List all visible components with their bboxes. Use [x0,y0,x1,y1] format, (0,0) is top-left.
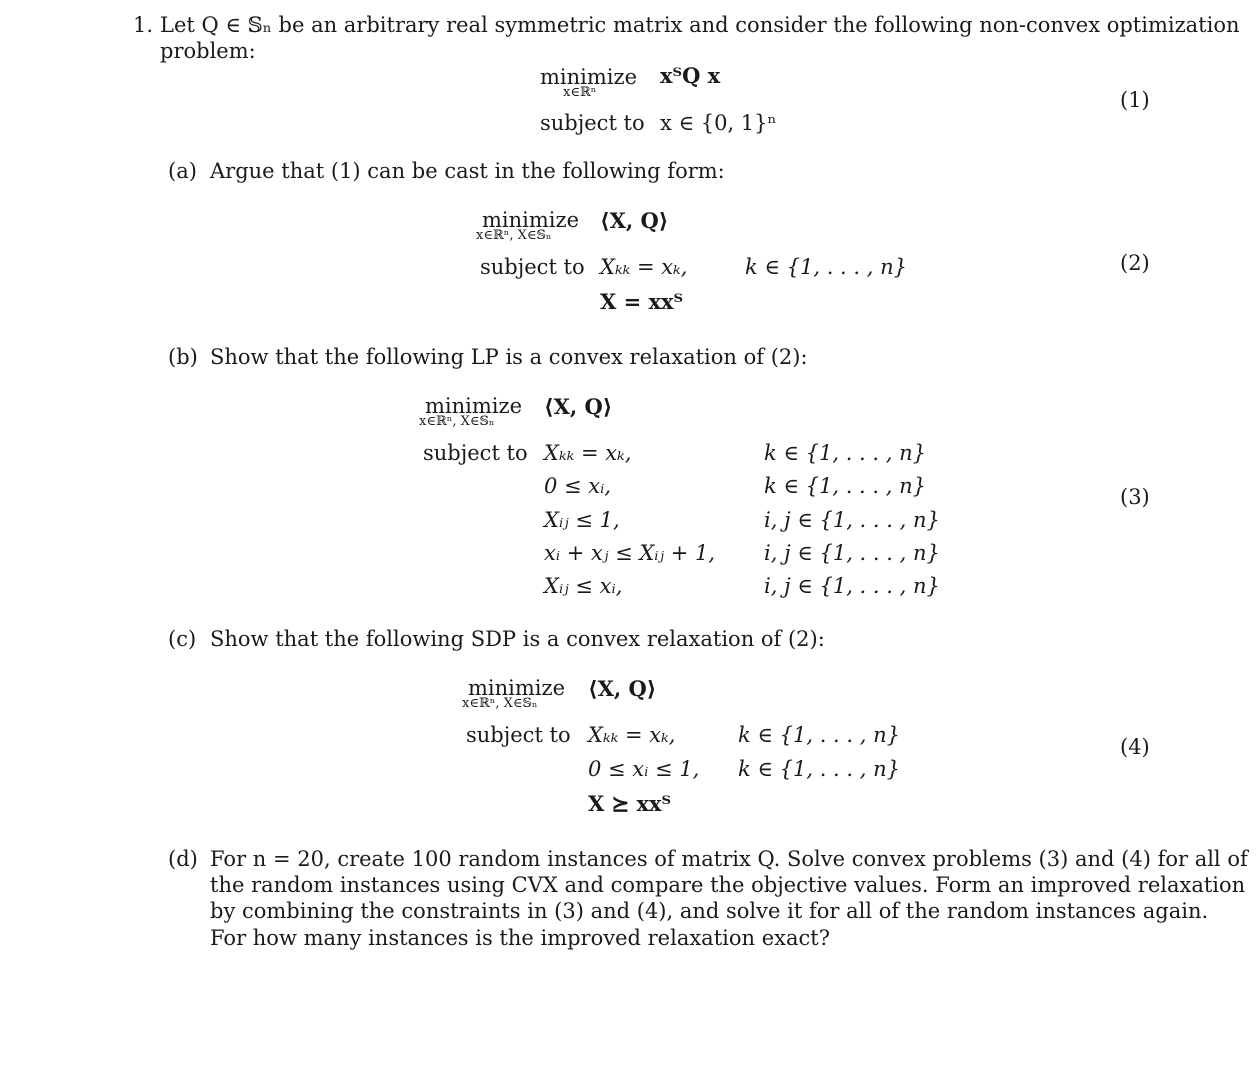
eq3-c2: 0 ≤ xᵢ, [544,474,612,498]
eq2-objective: ⟨X, Q⟩ [600,208,669,233]
eq4-subject-to: subject to [466,723,571,747]
part-a-label: (a) [168,159,197,183]
eq3-subject-to: subject to [423,441,528,465]
problem-intro-line1: Let Q ∈ 𝕊ₙ be an arbitrary real symmetric matrix and consider the following non-convex optimization [160,13,1240,37]
eq4-c2-range: k ∈ {1, . . . , n} [738,757,900,781]
eq4-c1-range: k ∈ {1, . . . , n} [738,723,900,747]
part-d-label: (d) [168,847,198,871]
eq2-minimize: minimize [482,208,579,232]
eq4-min-sub: x∈ℝⁿ, X∈𝕊ₙ [462,696,538,711]
eq4-minimize: minimize [468,676,565,700]
part-d-line3: by combining the constraints in (3) and (4), and solve it for all of the random instances again. [210,899,1209,923]
eq3-c4-range: i, j ∈ {1, . . . , n} [764,541,940,565]
eq4-objective: ⟨X, Q⟩ [588,676,657,701]
eq2-subject-to: subject to [480,255,585,279]
eq2-number: (2) [1120,251,1150,275]
eq3-c3: Xᵢⱼ ≤ 1, [544,508,620,532]
part-c-label: (c) [168,627,197,651]
eq3-c5: Xᵢⱼ ≤ xᵢ, [544,574,623,598]
eq2-c2: X = xxᵀ [600,289,684,314]
eq1-minimize: minimize [540,65,637,89]
problem-number: 1. [133,13,154,37]
part-c-text: Show that the following SDP is a convex relaxation of (2): [210,627,825,651]
part-a-text: Argue that (1) can be cast in the following form: [210,159,725,183]
eq4-c3: X ⪰ xxᵀ [588,791,672,816]
eq1-objective: xᵀQ x [660,63,721,88]
eq4-c1: Xₖₖ = xₖ, [588,723,676,747]
eq3-c4: xᵢ + xⱼ ≤ Xᵢⱼ + 1, [544,541,716,565]
eq3-c1-range: k ∈ {1, . . . , n} [764,441,926,465]
eq3-objective: ⟨X, Q⟩ [544,394,613,419]
eq4-number: (4) [1120,735,1150,759]
eq3-c5-range: i, j ∈ {1, . . . , n} [764,574,940,598]
eq3-c3-range: i, j ∈ {1, . . . , n} [764,508,940,532]
eq2-c1-range: k ∈ {1, . . . , n} [745,255,907,279]
problem-intro-line2: problem: [160,39,256,63]
part-b-label: (b) [168,345,198,369]
eq4-c2: 0 ≤ xᵢ ≤ 1, [588,757,700,781]
eq2-c1: Xₖₖ = xₖ, [600,255,688,279]
eq1-number: (1) [1120,88,1150,112]
eq1-subject-to: subject to [540,111,645,135]
part-d-line2: the random instances using CVX and compare the objective values. Form an improved relaxation [210,873,1246,897]
part-d-line4: For how many instances is the improved relaxation exact? [210,926,830,950]
eq2-min-sub: x∈ℝⁿ, X∈𝕊ₙ [476,228,552,243]
eq3-number: (3) [1120,485,1150,509]
eq1-min-sub: x∈ℝⁿ [563,85,597,100]
eq3-c2-range: k ∈ {1, . . . , n} [764,474,926,498]
eq3-min-sub: x∈ℝⁿ, X∈𝕊ₙ [419,414,495,429]
eq1-constraint: x ∈ {0, 1}ⁿ [660,111,777,135]
part-b-text: Show that the following LP is a convex relaxation of (2): [210,345,808,369]
eq3-c1: Xₖₖ = xₖ, [544,441,632,465]
eq3-minimize: minimize [425,394,522,418]
part-d-line1: For n = 20, create 100 random instances of matrix Q. Solve convex problems (3) and (4) for all of [210,847,1248,871]
